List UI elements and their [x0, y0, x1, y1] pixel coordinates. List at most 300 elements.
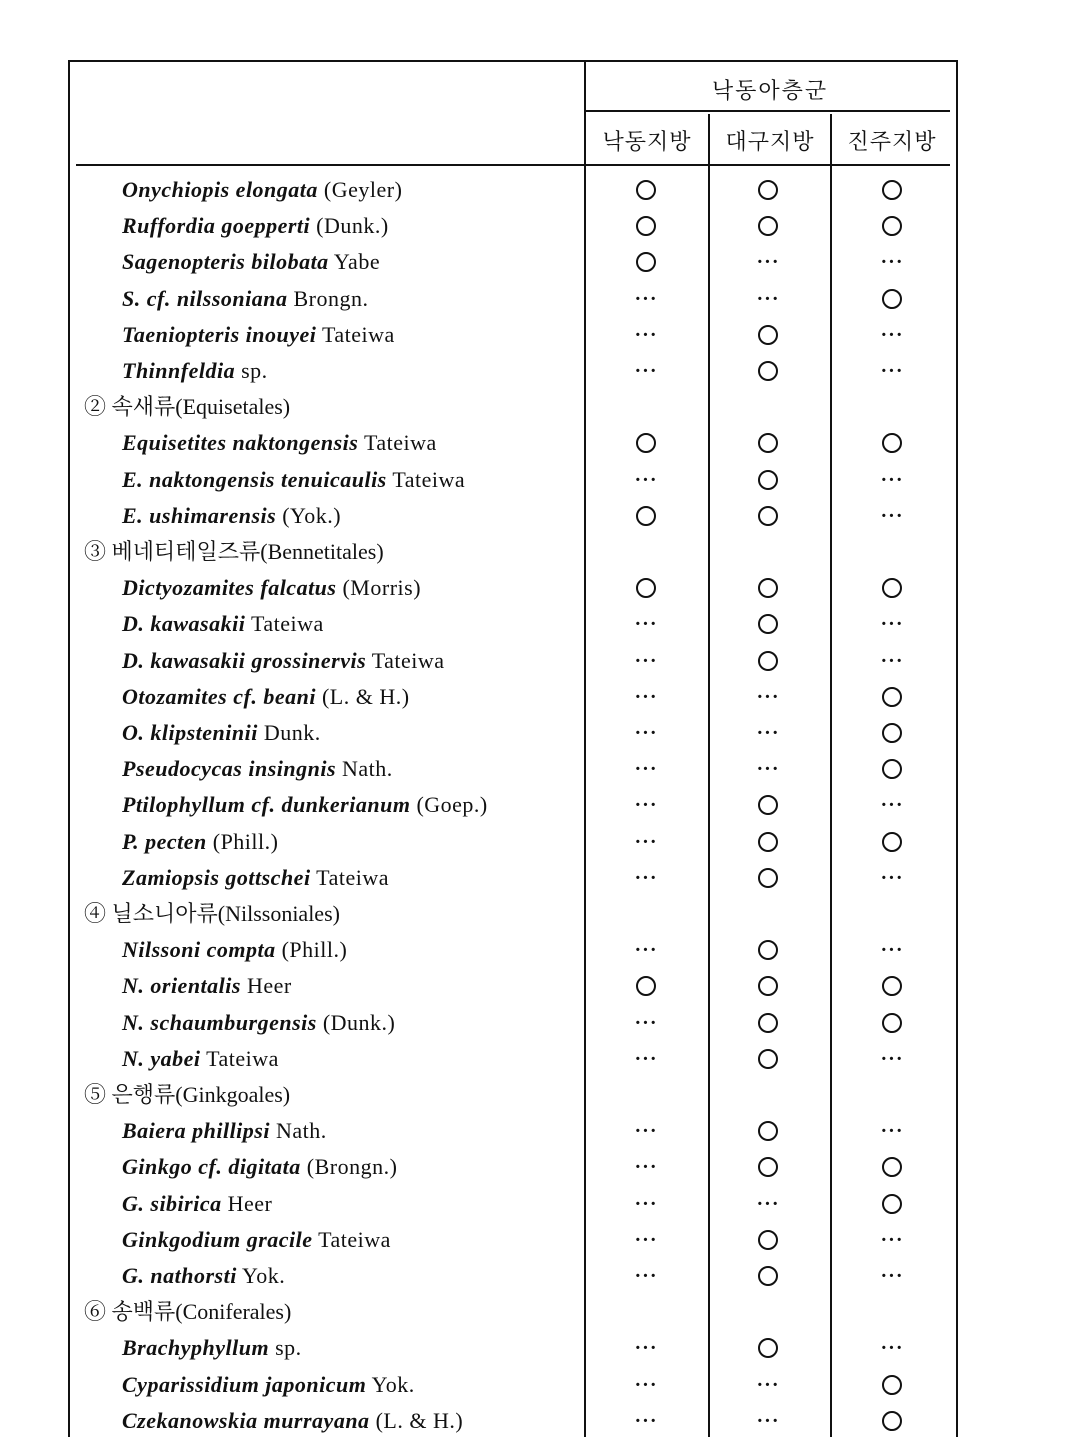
dots-icon: ··· — [634, 1373, 658, 1396]
taxon-genus: Ruffordia goepperti — [122, 213, 311, 239]
absent-mark — [586, 1041, 706, 1077]
circle-icon — [882, 832, 902, 852]
present-mark — [708, 172, 828, 208]
taxon-author: Tateiwa — [312, 1226, 391, 1252]
taxon-genus: P. pecten — [122, 828, 207, 854]
circle-icon — [758, 470, 778, 490]
dots-icon: ··· — [634, 1265, 658, 1287]
taxon-author: Yok. — [366, 1371, 415, 1397]
dots-icon: ··· — [880, 866, 904, 889]
absent-mark — [586, 281, 706, 317]
dots-icon: ··· — [880, 613, 904, 636]
table-row — [70, 715, 956, 751]
taxon-genus: Ginkgo cf. digitata — [122, 1154, 301, 1180]
category-row — [70, 389, 956, 425]
present-mark — [586, 244, 706, 280]
absent-mark — [586, 353, 706, 389]
absent-mark — [832, 787, 952, 823]
circle-icon — [758, 1049, 778, 1069]
table-row — [70, 1149, 956, 1185]
taxon-author: Nath. — [269, 1118, 327, 1144]
taxon-name — [122, 751, 393, 787]
absent-mark — [832, 1258, 952, 1294]
circle-icon — [882, 1013, 902, 1033]
taxon-name — [122, 824, 278, 860]
taxon-author: Tateiwa — [245, 611, 324, 637]
circle-icon — [758, 325, 778, 345]
dots-icon: ··· — [756, 1373, 780, 1396]
dots-icon: ··· — [634, 758, 658, 781]
taxon-genus: N. schaumburgensis — [122, 1009, 317, 1035]
dots-icon: ··· — [634, 685, 658, 708]
taxon-author: Yabe — [328, 249, 381, 275]
taxon-genus: Zamiopsis gottschei — [122, 864, 311, 890]
taxon-name — [122, 462, 465, 498]
dots-icon: ··· — [634, 1120, 658, 1143]
taxon-name — [122, 787, 488, 823]
present-mark — [708, 968, 828, 1004]
present-mark — [832, 281, 952, 317]
taxon-genus: Brachyphyllum — [122, 1335, 270, 1361]
dots-icon: ··· — [880, 1337, 904, 1360]
taxon-genus: Czekanowskia murrayana — [122, 1407, 370, 1433]
present-mark — [586, 570, 706, 606]
absent-mark — [832, 498, 952, 534]
circle-icon — [758, 976, 778, 996]
dots-icon: ··· — [634, 1337, 658, 1360]
circle-icon — [882, 759, 902, 779]
taxon-author: (Morris) — [336, 575, 422, 601]
category-row — [70, 896, 956, 932]
absent-mark — [832, 1222, 952, 1258]
dots-icon: ··· — [756, 758, 780, 781]
present-mark — [708, 462, 828, 498]
dots-icon: ··· — [880, 360, 904, 382]
absent-mark — [708, 715, 828, 751]
circle-icon — [882, 180, 902, 200]
table-row — [70, 1330, 956, 1366]
taxon-name — [122, 1149, 397, 1185]
taxon-genus: E. ushimarensis — [122, 502, 277, 528]
present-mark — [832, 1149, 952, 1185]
circle-icon — [758, 361, 778, 381]
circle-icon — [882, 687, 902, 707]
table-row — [70, 1186, 956, 1222]
table-row — [70, 932, 956, 968]
circle-icon — [882, 578, 902, 598]
dots-icon: ··· — [634, 1047, 658, 1070]
absent-mark — [708, 1367, 828, 1403]
present-mark — [708, 1330, 828, 1366]
taxon-name — [122, 172, 402, 208]
taxon-name — [122, 244, 380, 280]
table-row — [70, 1113, 956, 1149]
taxon-name — [122, 968, 292, 1004]
table-row — [70, 606, 956, 642]
taxon-name — [122, 606, 324, 642]
absent-mark — [586, 1186, 706, 1222]
circle-icon — [758, 578, 778, 598]
dots-icon: ··· — [880, 1228, 904, 1251]
dots-icon: ··· — [880, 649, 904, 672]
dots-icon: ··· — [880, 1265, 904, 1287]
circle-icon — [758, 1230, 778, 1250]
absent-mark — [832, 462, 952, 498]
present-mark — [832, 570, 952, 606]
absent-mark — [832, 353, 952, 389]
present-mark — [708, 1005, 828, 1041]
dots-icon: ··· — [634, 468, 658, 491]
region-header-daegu: 대구지방 — [725, 128, 815, 154]
present-mark — [832, 1367, 952, 1403]
present-mark — [708, 606, 828, 642]
present-mark — [832, 715, 952, 751]
circle-icon — [636, 216, 656, 236]
present-mark — [708, 208, 828, 244]
circle-icon — [758, 1338, 778, 1358]
taxon-genus: Cyparissidium japonicum — [122, 1371, 367, 1397]
dots-icon: ··· — [634, 360, 658, 382]
taxon-genus: Ginkgodium gracile — [122, 1226, 313, 1252]
circle-icon — [636, 976, 656, 996]
absent-mark — [708, 281, 828, 317]
dots-icon: ··· — [634, 1156, 658, 1179]
absent-mark — [586, 606, 706, 642]
taxon-name — [122, 679, 410, 715]
table-row — [70, 860, 956, 896]
table-row — [70, 425, 956, 461]
taxon-genus: Baiera phillipsi — [122, 1118, 270, 1144]
taxon-name — [122, 1258, 285, 1294]
category-row — [70, 534, 956, 570]
circle-icon — [758, 940, 778, 960]
table-row — [70, 751, 956, 787]
present-mark — [708, 498, 828, 534]
taxon-name — [122, 425, 437, 461]
dots-icon: ··· — [634, 794, 658, 817]
taxon-name — [122, 1113, 327, 1149]
dots-icon: ··· — [880, 1047, 904, 1070]
taxon-name — [122, 1367, 415, 1403]
circle-icon — [758, 216, 778, 236]
taxon-genus: Otozamites cf. beani — [122, 683, 316, 709]
table-row — [70, 1041, 956, 1077]
present-mark — [586, 498, 706, 534]
dots-icon: ··· — [880, 1120, 904, 1143]
dots-icon: ··· — [880, 323, 904, 346]
dots-icon: ··· — [634, 1409, 658, 1432]
category-label: ② 속새류(Equisetales) — [84, 394, 291, 420]
taxon-genus: E. naktongensis tenuicaulis — [122, 466, 387, 492]
absent-mark — [586, 1367, 706, 1403]
circle-icon — [758, 1266, 778, 1286]
absent-mark — [586, 1258, 706, 1294]
taxon-author: Tateiwa — [386, 466, 466, 492]
taxon-author: (L. & H.) — [369, 1407, 464, 1433]
circle-icon — [758, 614, 778, 634]
present-mark — [832, 968, 952, 1004]
taxon-author: Tateiwa — [366, 647, 445, 673]
header-bottom-rule — [76, 164, 950, 166]
taxon-author: sp. — [269, 1335, 302, 1361]
taxon-genus: Dictyozamites falcatus — [122, 575, 337, 601]
taxon-author: (Dunk.) — [310, 213, 389, 239]
table-row — [70, 498, 956, 534]
taxon-name — [122, 932, 347, 968]
taxon-name — [122, 1041, 279, 1077]
taxon-genus: Ptilophyllum cf. dunkerianum — [122, 792, 411, 818]
absent-mark — [832, 1330, 952, 1366]
taxon-name — [122, 353, 268, 389]
taxon-author: Heer — [221, 1190, 273, 1216]
present-mark — [708, 1222, 828, 1258]
taxon-name — [122, 1222, 391, 1258]
group-header: 낙동아층군 — [711, 77, 829, 103]
taxon-name — [122, 570, 421, 606]
taxon-author: (Yok.) — [276, 502, 342, 528]
dots-icon: ··· — [634, 1192, 658, 1215]
absent-mark — [586, 824, 706, 860]
present-mark — [708, 1258, 828, 1294]
dots-icon: ··· — [634, 1011, 658, 1034]
circle-icon — [758, 795, 778, 815]
dots-icon: ··· — [634, 649, 658, 672]
taxon-genus: Sagenopteris bilobata — [122, 249, 329, 275]
absent-mark — [832, 606, 952, 642]
absent-mark — [832, 317, 952, 353]
absent-mark — [832, 1113, 952, 1149]
dots-icon: ··· — [756, 1192, 780, 1215]
taxon-genus: G. nathorsti — [122, 1263, 237, 1288]
absent-mark — [586, 1222, 706, 1258]
present-mark — [832, 824, 952, 860]
absent-mark — [832, 1041, 952, 1077]
taxon-author: (Geyler) — [317, 177, 403, 202]
dots-icon: ··· — [756, 685, 780, 708]
present-mark — [832, 1403, 952, 1439]
circle-icon — [758, 433, 778, 453]
taxon-author: (L. & H.) — [315, 683, 410, 709]
table-row — [70, 244, 956, 280]
taxon-genus: Taeniopteris inouyei — [122, 321, 317, 347]
table-row — [70, 1005, 956, 1041]
circle-icon — [636, 180, 656, 200]
present-mark — [708, 425, 828, 461]
taxon-name — [122, 643, 445, 679]
taxon-genus: S. cf. nilssoniana — [122, 285, 288, 311]
present-mark — [708, 932, 828, 968]
dots-icon: ··· — [880, 939, 904, 962]
table-row — [70, 570, 956, 606]
region-header-jinju: 진주지방 — [847, 128, 937, 154]
category-label: ⑥ 송백류(Coniferales) — [84, 1299, 292, 1325]
taxon-author: Yok. — [236, 1263, 286, 1288]
absent-mark — [586, 751, 706, 787]
circle-icon — [758, 1157, 778, 1177]
taxon-author: (Phill.) — [275, 937, 348, 963]
absent-mark — [586, 787, 706, 823]
taxon-author: (Goep.) — [410, 792, 488, 818]
absent-mark — [586, 1403, 706, 1439]
circle-icon — [758, 832, 778, 852]
table-row — [70, 172, 956, 208]
absent-mark — [586, 462, 706, 498]
taxon-name — [122, 715, 321, 751]
taxon-genus: O. klipsteninii — [122, 720, 258, 745]
taxon-author: Tateiwa — [200, 1045, 279, 1071]
present-mark — [708, 570, 828, 606]
category-row — [70, 1294, 956, 1330]
taxon-author: Nath. — [336, 756, 393, 782]
circle-icon — [882, 216, 902, 236]
dots-icon: ··· — [756, 1409, 780, 1432]
present-mark — [832, 172, 952, 208]
circle-icon — [636, 433, 656, 453]
circle-icon — [758, 651, 778, 671]
circle-icon — [882, 1411, 902, 1431]
present-mark — [832, 425, 952, 461]
circle-icon — [882, 1194, 902, 1214]
taxon-name — [122, 317, 395, 353]
table-row — [70, 317, 956, 353]
circle-icon — [758, 868, 778, 888]
present-mark — [708, 643, 828, 679]
table-row — [70, 968, 956, 1004]
dots-icon: ··· — [880, 468, 904, 491]
present-mark — [586, 208, 706, 244]
table-row — [70, 824, 956, 860]
present-mark — [832, 679, 952, 715]
taxon-author: (Brongn.) — [300, 1154, 398, 1180]
region-header-nakdong: 낙동지방 — [602, 128, 692, 154]
taxon-name — [122, 498, 341, 534]
table-row — [70, 1258, 956, 1294]
taxon-genus: Nilssoni compta — [122, 937, 276, 963]
taxon-genus: N. yabei — [122, 1045, 201, 1071]
present-mark — [708, 317, 828, 353]
present-mark — [832, 751, 952, 787]
circle-icon — [758, 1013, 778, 1033]
present-mark — [708, 824, 828, 860]
table-row — [70, 281, 956, 317]
present-mark — [586, 425, 706, 461]
category-label: ③ 베네티테일즈류(Bennetitales) — [84, 539, 384, 564]
absent-mark — [586, 679, 706, 715]
taxon-genus: Thinnfeldia — [122, 358, 236, 383]
absent-mark — [708, 1403, 828, 1439]
absent-mark — [586, 1113, 706, 1149]
circle-icon — [882, 433, 902, 453]
table-row — [70, 1367, 956, 1403]
table-row — [70, 1222, 956, 1258]
taxon-name — [122, 1330, 302, 1366]
present-mark — [586, 968, 706, 1004]
taxon-genus: N. orientalis — [122, 973, 241, 999]
taxon-author: Tateiwa — [316, 321, 395, 347]
taxon-author: (Dunk.) — [316, 1009, 396, 1035]
taxon-author: Dunk. — [257, 720, 321, 745]
dots-icon: ··· — [634, 613, 658, 636]
circle-icon — [882, 289, 902, 309]
dots-icon: ··· — [634, 287, 658, 310]
taxon-genus: Equisetites naktongensis — [122, 430, 359, 456]
taxon-genus: D. kawasakii — [122, 611, 246, 637]
circle-icon — [758, 1121, 778, 1141]
taxon-author: (Phill.) — [206, 828, 279, 854]
taxon-author: sp. — [235, 358, 268, 383]
absent-mark — [708, 751, 828, 787]
taxon-name — [122, 860, 389, 896]
dots-icon: ··· — [634, 866, 658, 889]
category-label: ⑤ 은행류(Ginkgoales) — [84, 1082, 291, 1107]
dots-icon: ··· — [634, 323, 658, 346]
dots-icon: ··· — [880, 251, 904, 274]
dots-icon: ··· — [880, 504, 904, 527]
taxon-genus: Onychiopis elongata — [122, 177, 318, 202]
present-mark — [708, 860, 828, 896]
present-mark — [708, 787, 828, 823]
taxon-author: Brongn. — [287, 285, 369, 311]
table-row — [70, 1403, 956, 1439]
taxon-name — [122, 1186, 272, 1222]
taxon-name — [122, 1005, 395, 1041]
circle-icon — [882, 723, 902, 743]
taxon-author: Tateiwa — [358, 430, 437, 456]
taxon-genus: Pseudocycas insingnis — [122, 756, 337, 782]
dots-icon: ··· — [880, 794, 904, 817]
taxon-author: Tateiwa — [310, 864, 389, 890]
fossil-flora-table — [68, 60, 958, 1437]
absent-mark — [586, 715, 706, 751]
present-mark — [708, 1113, 828, 1149]
dots-icon: ··· — [634, 830, 658, 853]
circle-icon — [758, 506, 778, 526]
circle-icon — [636, 578, 656, 598]
circle-icon — [882, 1375, 902, 1395]
absent-mark — [832, 643, 952, 679]
taxon-author: Heer — [240, 973, 292, 999]
table-row — [70, 787, 956, 823]
taxon-genus: D. kawasakii grossinervis — [122, 647, 367, 673]
present-mark — [586, 172, 706, 208]
dots-icon: ··· — [634, 722, 658, 744]
absent-mark — [586, 1149, 706, 1185]
circle-icon — [758, 180, 778, 200]
present-mark — [832, 208, 952, 244]
circle-icon — [636, 252, 656, 272]
dots-icon: ··· — [756, 722, 780, 744]
dots-icon: ··· — [634, 1228, 658, 1251]
absent-mark — [586, 860, 706, 896]
category-label: ④ 닐소니아류(Nilssoniales) — [84, 901, 340, 926]
circle-icon — [882, 1157, 902, 1177]
table-row — [70, 208, 956, 244]
taxon-genus: G. sibirica — [122, 1190, 222, 1216]
absent-mark — [586, 932, 706, 968]
present-mark — [708, 353, 828, 389]
table-row — [70, 353, 956, 389]
absent-mark — [708, 244, 828, 280]
taxon-name — [122, 1403, 463, 1439]
present-mark — [708, 1149, 828, 1185]
absent-mark — [832, 244, 952, 280]
absent-mark — [708, 679, 828, 715]
table-row — [70, 462, 956, 498]
taxon-name — [122, 281, 369, 317]
absent-mark — [586, 1005, 706, 1041]
absent-mark — [832, 932, 952, 968]
category-row — [70, 1077, 956, 1113]
